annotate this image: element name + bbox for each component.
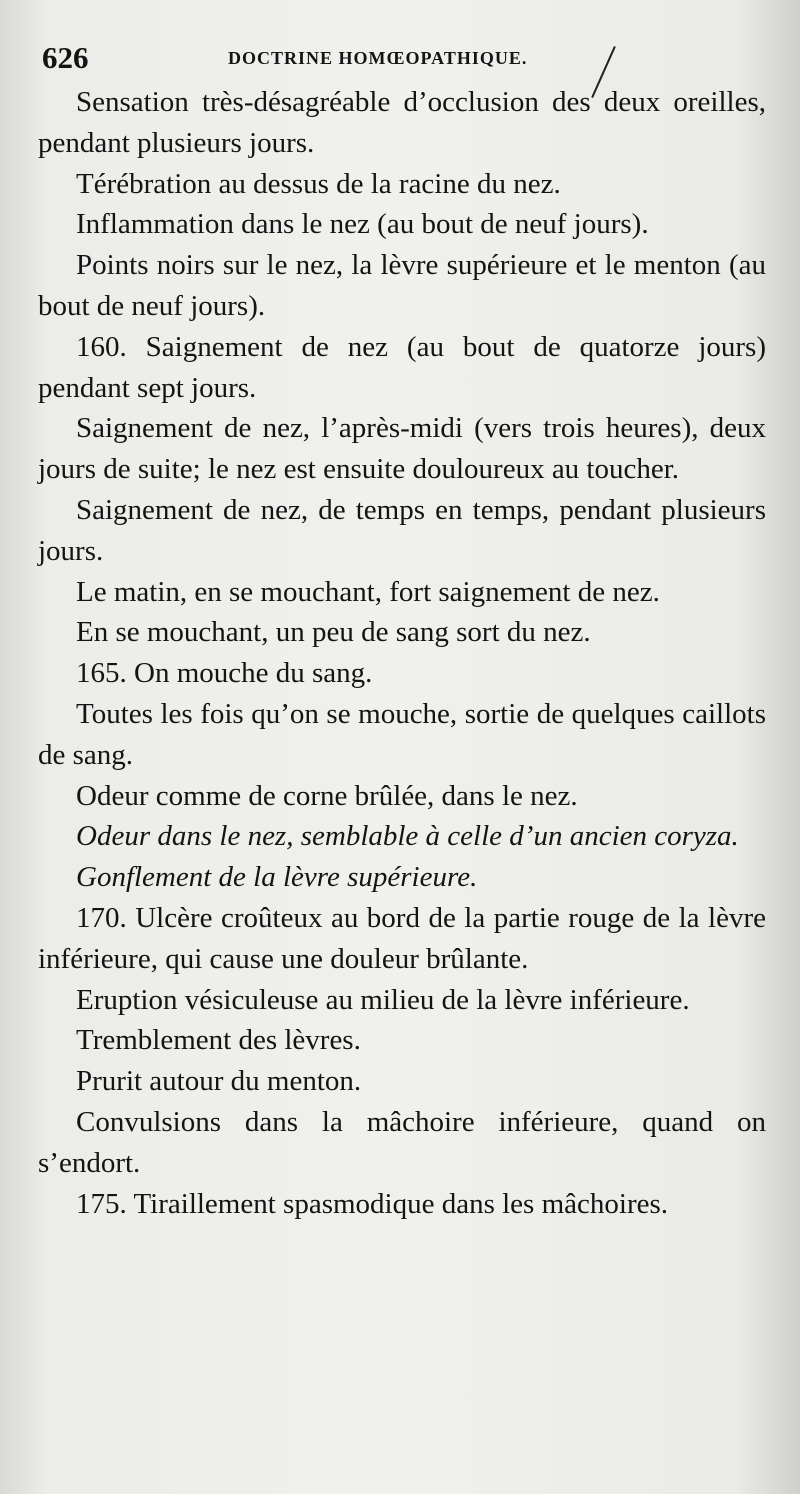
- paragraph: Tremblement des lèvres.: [76, 1024, 361, 1057]
- running-head: DOCTRINE HOMŒOPATHIQUE.: [228, 48, 528, 68]
- paragraph: 175. Tiraillement spasmodique dans les mâchoires.: [76, 1187, 669, 1220]
- paragraph: Inflammation dans le nez (au bout de neuf jours).: [76, 208, 649, 241]
- paragraph: Odeur dans le nez, semblable à celle d’un ancien coryza.: [76, 820, 739, 853]
- paragraph: Eruption vésiculeuse au milieu de la lèvre inférieure.: [76, 983, 690, 1016]
- paragraph: Toutes les fois qu’on se mouche, sortie de quelques caillots de sang.: [38, 697, 766, 771]
- paragraph: 170. Ulcère croûteux au bord de la partie rouge de la lèvre inférieure, qui cause une douleur brûlante.: [38, 901, 766, 975]
- paragraph: En se mouchant, un peu de sang sort du nez.: [76, 616, 591, 649]
- paragraph: 160. Saignement de nez (au bout de quatorze jours) pendant sept jours.: [38, 330, 766, 404]
- paragraph: Points noirs sur le nez, la lèvre supérieure et le menton (au bout de neuf jours).: [38, 249, 766, 322]
- paragraph: Saignement de nez, de temps en temps, pendant plusieurs jours.: [38, 493, 766, 567]
- paragraph: Odeur comme de corne brûlée, dans le nez.: [76, 779, 578, 812]
- paragraph: Saignement de nez, l’après-midi (vers trois heures), deux jours de suite; le nez est ensuite douloureux au toucher.: [38, 412, 766, 486]
- page-header: [42, 40, 762, 80]
- paragraph: 165. On mouche du sang.: [76, 657, 373, 690]
- body-text: [38, 82, 766, 1224]
- paragraph: Convulsions dans la mâchoire inférieure, quand on s’endort.: [38, 1105, 766, 1179]
- paragraph: Le matin, en se mouchant, fort saignement de nez.: [76, 575, 660, 608]
- page-number: 626: [42, 40, 89, 75]
- paragraph: Prurit autour du menton.: [76, 1065, 362, 1098]
- paragraph: Sensation très-désagréable d’occlusion des deux oreilles, pendant plusieurs jours.: [38, 86, 766, 159]
- paragraph: Térébration au dessus de la racine du nez.: [76, 167, 561, 200]
- paragraph: Gonflement de la lèvre supérieure.: [76, 861, 478, 894]
